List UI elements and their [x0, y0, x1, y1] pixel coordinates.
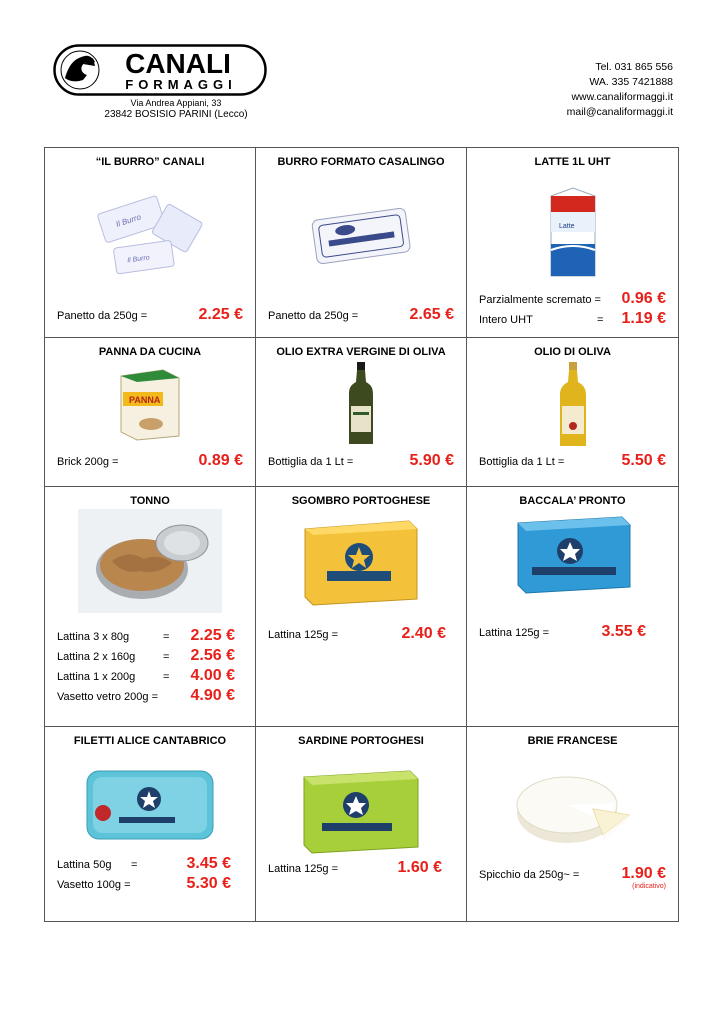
price-label: Lattina 125g = — [268, 863, 339, 875]
price-value: 1.90 € — [621, 865, 666, 882]
price-value: 4.90 € — [190, 687, 235, 704]
contact-phone: Tel. 031 865 556 — [595, 61, 673, 73]
price-line — [268, 304, 454, 324]
price-value: 2.56 € — [190, 647, 235, 664]
contact-info — [567, 60, 673, 120]
price-label: Lattina 3 x 80g — [57, 631, 130, 643]
contact-website[interactable]: www.canaliformaggi.it — [571, 91, 673, 103]
price-value: 5.90 € — [409, 452, 454, 469]
logo-brand: CANALI — [125, 48, 231, 79]
price-value: 5.50 € — [621, 452, 666, 469]
product-title: FILETTI ALICE CANTABRICO — [73, 735, 227, 747]
price-label: Lattina 2 x 160g — [57, 651, 136, 663]
price-label: Intero UHT — [479, 314, 533, 326]
price-value: 0.89 € — [198, 452, 243, 469]
product-title: PANNA DA CUCINA — [98, 346, 202, 358]
svg-text:Il Burro: Il Burro — [126, 254, 151, 265]
price-line — [57, 304, 243, 324]
price-label: Lattina 125g = — [479, 627, 550, 639]
product-cell — [45, 338, 256, 487]
price-value: 1.60 € — [397, 859, 442, 876]
logo-sub: FORMAGGI — [125, 77, 237, 92]
price-value: 2.25 € — [190, 627, 235, 644]
price-label: Brick 200g = — [57, 456, 119, 468]
product-cell — [45, 727, 256, 921]
contact-whatsapp: WA. 335 7421888 — [589, 76, 673, 88]
olive-oil-bottle-image — [346, 362, 376, 446]
product-title: “IL BURRO” CANALI — [95, 156, 205, 168]
price-line — [57, 853, 243, 873]
milk-carton-image — [545, 184, 601, 280]
product-cell — [256, 338, 467, 487]
sardine-tin-image — [298, 765, 424, 855]
price-label: Panetto da 250g = — [57, 310, 148, 322]
price-line — [57, 685, 243, 705]
contact-email[interactable]: mail@canaliformaggi.it — [566, 106, 673, 118]
product-title: TONNO — [130, 495, 170, 507]
price-line — [479, 308, 666, 328]
product-cell — [467, 487, 678, 727]
price-line — [479, 450, 666, 470]
price-label: Parzialmente scremato = — [479, 294, 601, 306]
product-title: OLIO EXTRA VERGINE DI OLIVA — [276, 346, 446, 358]
price-note: (indicativo) — [632, 883, 666, 890]
price-label: Lattina 125g = — [268, 629, 339, 641]
product-grid — [44, 147, 679, 922]
product-cell — [467, 338, 678, 487]
price-line — [268, 857, 454, 877]
product-title: OLIO DI OLIVA — [534, 346, 611, 358]
product-title: LATTE 1L UHT — [534, 156, 611, 168]
price-equals: = — [131, 859, 138, 871]
price-line — [57, 873, 243, 893]
price-label: Lattina 50g — [57, 859, 112, 871]
svg-text:Latte: Latte — [558, 223, 575, 230]
price-equals: = — [163, 651, 170, 663]
price-label: Panetto da 250g = — [268, 310, 359, 322]
product-cell — [256, 487, 467, 727]
price-label: Bottiglia da 1 Lt = — [268, 456, 354, 468]
price-equals: = — [163, 631, 170, 643]
price-value: 3.55 € — [601, 623, 646, 640]
product-cell — [45, 487, 256, 727]
price-line — [479, 621, 666, 641]
price-label: Vasetto 100g = — [57, 879, 131, 891]
price-label: Vasetto vetro 200g = — [57, 691, 159, 703]
price-value: 1.19 € — [621, 310, 666, 327]
brie-cheese-image — [511, 763, 635, 849]
price-equals: = — [597, 314, 604, 326]
price-value: 2.40 € — [401, 625, 446, 642]
address-city: 23842 BOSISIO PARINI (Lecco) — [104, 109, 248, 120]
butter-block-image — [306, 200, 416, 270]
product-title: SARDINE PORTOGHESI — [298, 735, 424, 747]
mackerel-tin-image — [299, 515, 423, 607]
price-value: 2.65 € — [409, 306, 454, 323]
price-line — [57, 450, 243, 470]
price-line — [479, 288, 666, 308]
product-title: BRIE FRANCESE — [527, 735, 618, 747]
address-street: Via Andrea Appiani, 33 — [130, 98, 222, 108]
product-cell — [467, 148, 678, 338]
price-value: 2.25 € — [198, 306, 243, 323]
product-cell — [256, 148, 467, 338]
price-line — [57, 665, 243, 685]
cream-brick-image — [117, 362, 183, 442]
price-label: Spicchio da 250g~ = — [479, 869, 580, 881]
price-label: Lattina 1 x 200g — [57, 671, 136, 683]
anchovy-tin-image — [83, 765, 217, 845]
logo-horse-emblem — [61, 51, 99, 89]
product-cell — [256, 727, 467, 921]
product-title: SGOMBRO PORTOGHESE — [291, 495, 431, 507]
price-line — [57, 625, 243, 645]
price-value: 3.45 € — [186, 855, 231, 872]
product-cell — [467, 727, 678, 921]
company-address — [86, 98, 266, 120]
price-line — [268, 450, 454, 470]
svg-text:PANNA: PANNA — [129, 395, 161, 405]
cod-tin-image — [510, 513, 636, 597]
svg-text:Il Burro: Il Burro — [114, 212, 143, 229]
price-equals: = — [163, 671, 170, 683]
product-cell — [45, 148, 256, 338]
price-value: 0.96 € — [621, 290, 666, 307]
company-logo — [53, 44, 267, 96]
product-title: BURRO FORMATO CASALINGO — [277, 156, 445, 168]
oil-bottle-image — [557, 362, 589, 448]
butter-packs-image — [95, 188, 205, 278]
price-label: Bottiglia da 1 Lt = — [479, 456, 565, 468]
price-line — [57, 645, 243, 665]
price-value: 5.30 € — [186, 875, 231, 892]
price-line — [268, 623, 454, 643]
price-value: 4.00 € — [190, 667, 235, 684]
product-title: BACCALA’ PRONTO — [519, 495, 626, 507]
tuna-can-image — [78, 509, 222, 613]
price-line — [479, 863, 666, 883]
